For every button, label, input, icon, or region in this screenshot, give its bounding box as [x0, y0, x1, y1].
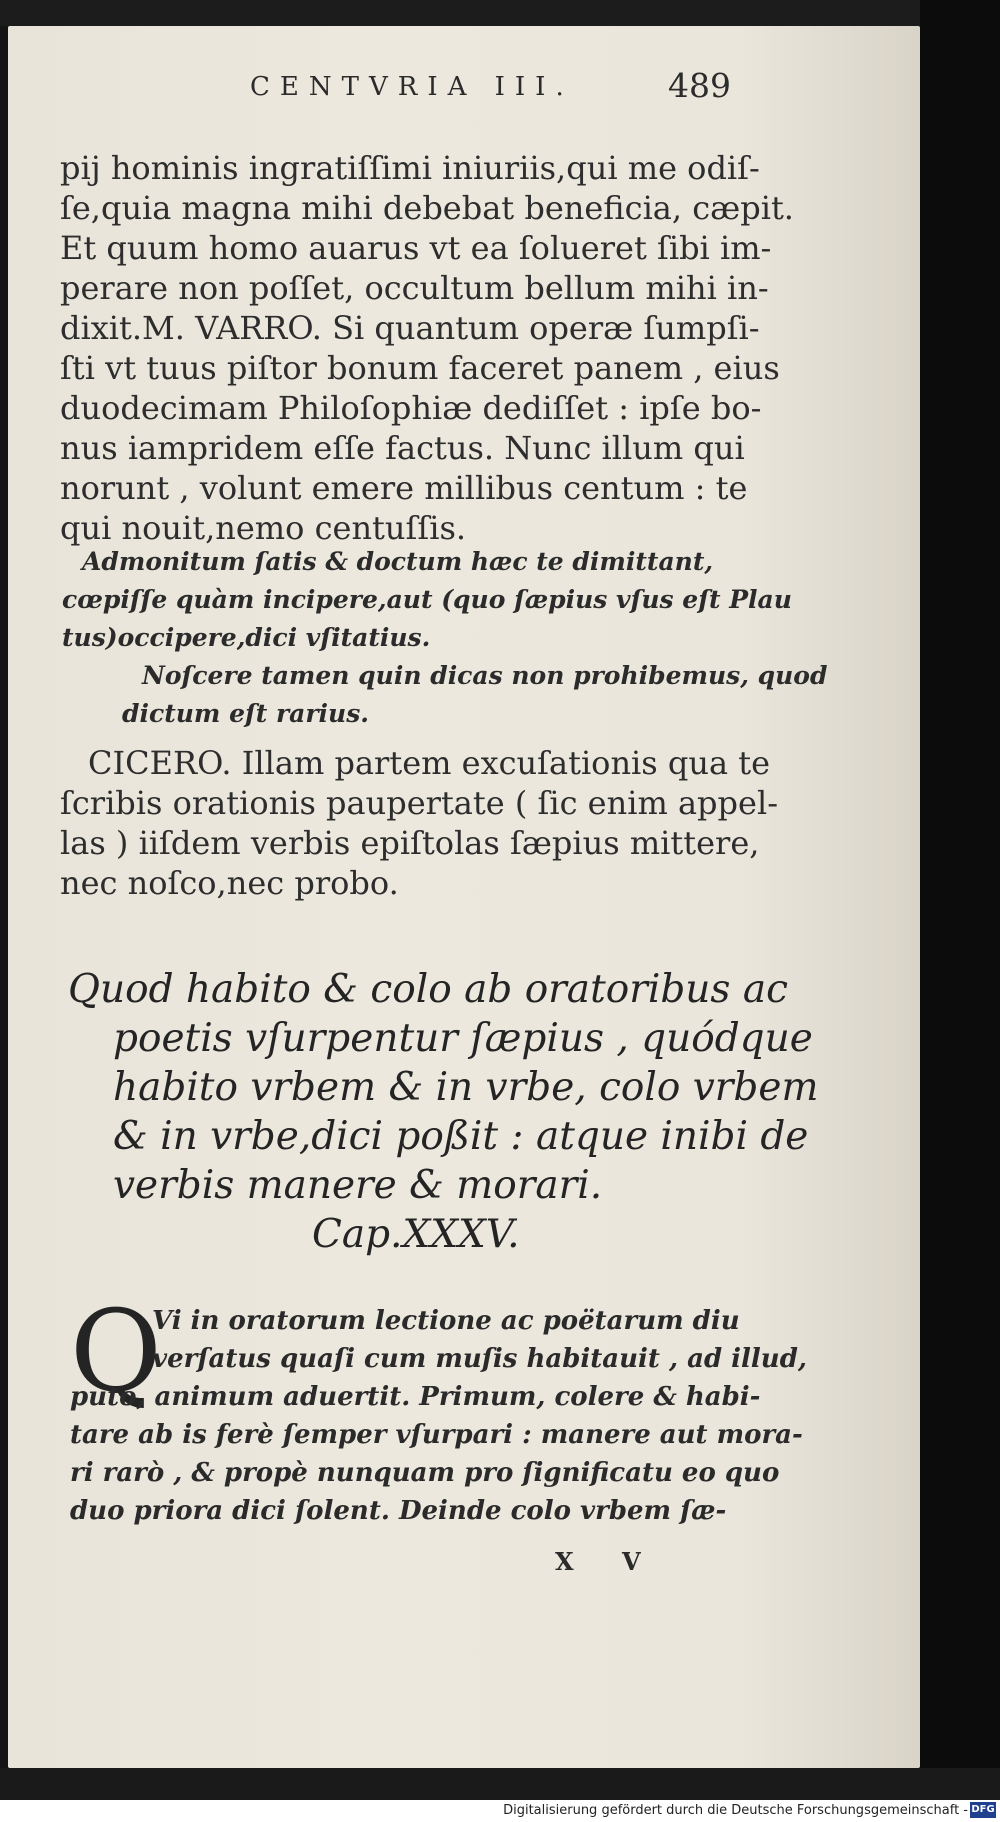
note-line: tus)occipere,dici vſitatius. — [62, 623, 431, 652]
drop-cap: Q — [70, 1287, 162, 1417]
text-line: duodecimam Philoſophiæ dediſſet : ipſe bo- — [60, 389, 762, 427]
text-line: dixit.M. VARRO. Si quantum operæ ſumpſi- — [60, 309, 760, 347]
heading-line: habito vrbem & in vrbe, colo vrbem — [113, 1065, 819, 1110]
body-paragraph-1 — [60, 148, 794, 548]
page-number: 489 — [668, 66, 731, 105]
heading-line: poetis vſurpentur ſæpius , quódque — [113, 1016, 813, 1061]
body-paragraph-2 — [60, 743, 778, 903]
heading-line: Quod habito & colo ab oratoribus ac — [68, 967, 788, 1012]
scan-border-right — [920, 0, 1000, 1822]
heading-line: verbis manere & morari. — [113, 1163, 603, 1208]
text-line: ſe,quia magna mihi debebat beneficia, cæpit. — [60, 189, 794, 227]
chapter-line: ri rarò , & propè nunquam pro ſignificatu eo quo — [70, 1458, 780, 1488]
chapter-text — [70, 1302, 807, 1530]
dfg-logo[interactable]: DFG — [970, 1802, 996, 1818]
text-line: ſcribis orationis paupertate ( ſic enim appel- — [60, 784, 778, 822]
text-line: norunt , volunt emere millibus centum : te — [60, 469, 748, 507]
text-line: las ) iiſdem verbis epiſtolas ſæpius mittere, — [60, 824, 760, 862]
heading-line: & in vrbe,dici poßit : atque inibi de — [113, 1114, 809, 1159]
text-line: nus iampridem eſſe factus. Nunc illum qui — [60, 429, 745, 467]
note-line: cœpiſſe quàm incipere,aut (quo ſæpius vſus eſt Plau — [62, 585, 792, 614]
text-line: CICERO. Illam partem excuſationis qua te — [88, 744, 771, 782]
note-line: dictum eſt rarius. — [122, 699, 369, 728]
text-line: perare non poſſet, occultum bellum mihi in- — [60, 269, 769, 307]
chapter-label: Cap.XXXV. — [312, 1212, 520, 1257]
italic-note — [62, 543, 828, 733]
chapter-line: puto, animum aduertit. Primum, colere & habi- — [70, 1382, 761, 1412]
text-line: nec noſco,nec probo. — [60, 864, 399, 902]
chapter-line: tare ab is ferè ſemper vſurpari : manere aut mora- — [70, 1420, 803, 1450]
note-line: Admonitum ſatis & doctum hæc te dimittant, — [82, 547, 714, 576]
scan-border-top — [0, 0, 1000, 26]
funding-credit: Digitalisierung gefördert durch die Deutsche Forschungsgemeinschaft - — [503, 1803, 968, 1818]
chapter-heading — [68, 965, 819, 1210]
scan-border-bottom — [0, 1768, 1000, 1800]
text-line: Et quum homo auarus vt ea ſolueret ſibi im- — [60, 229, 772, 267]
chapter-line: duo priora dici ſolent. Deinde colo vrbem ſæ- — [70, 1496, 727, 1526]
running-header: CENTVRIA III. — [250, 72, 574, 102]
note-line: Noſcere tamen quin dicas non prohibemus, quod — [142, 661, 828, 690]
chapter-line: Vi in oratorum lectione ac poëtarum diu — [152, 1306, 740, 1336]
chapter-line: verſatus quaſi cum muſis habitauit , ad illud, — [152, 1344, 807, 1374]
text-line: qui nouit,nemo centuſſis. — [60, 509, 467, 547]
text-line: pij hominis ingratiſſimi iniuriis,qui me odiſ- — [60, 149, 760, 187]
footer-bar — [0, 1800, 1000, 1822]
text-line: ſti vt tuus piſtor bonum faceret panem , eius — [60, 349, 780, 387]
catchword: X V — [555, 1547, 661, 1576]
